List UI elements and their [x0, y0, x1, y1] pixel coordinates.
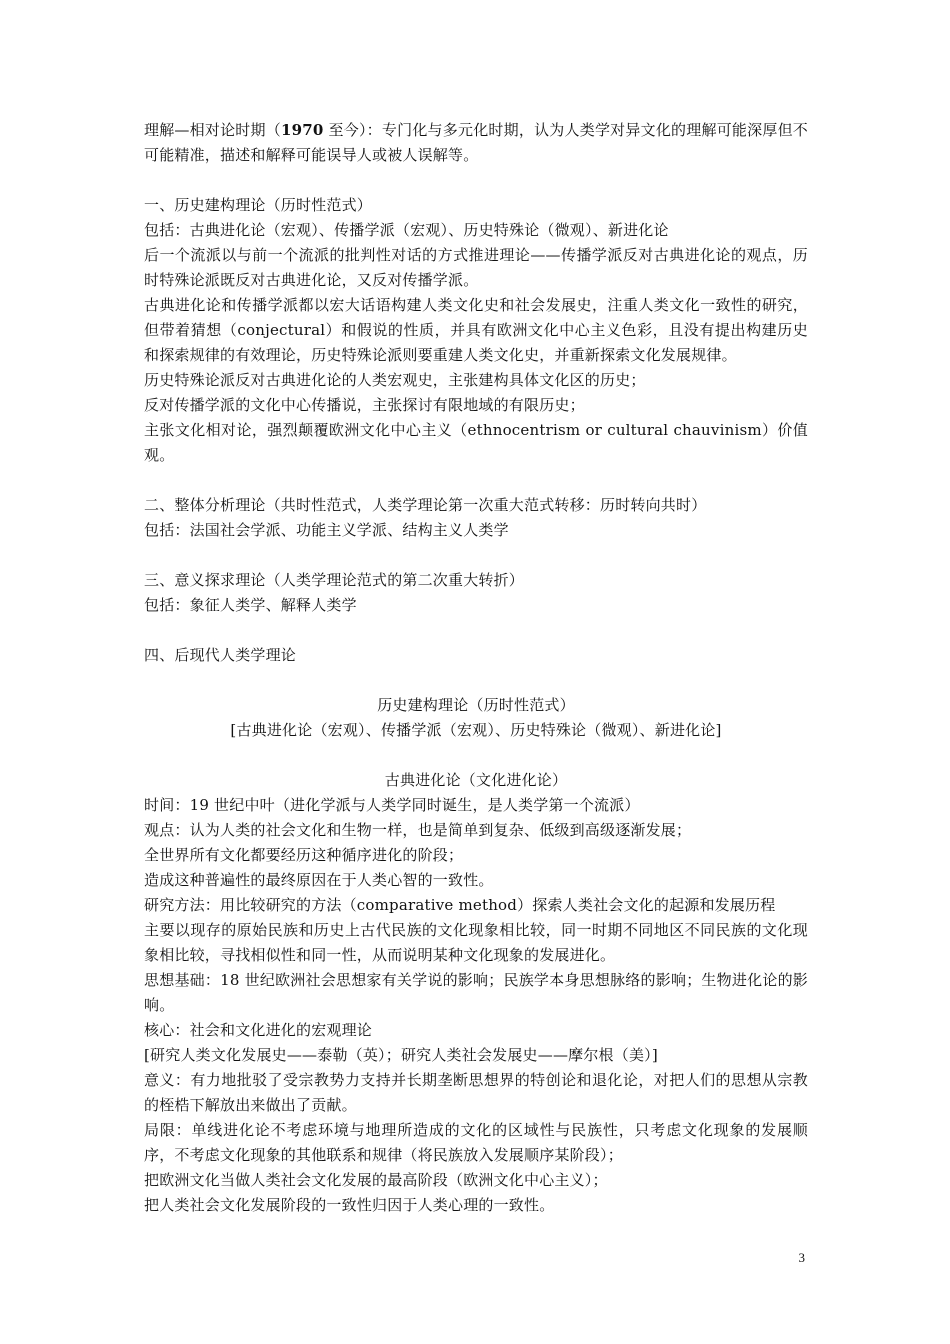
- evolution-method-2: 主要以现存的原始民族和历史上古代民族的文化现象相比较，同一时期不同地区不同民族的文化现象相比较，寻找相似性和同一性，从而说明某种文化现象的发展进化。: [144, 921, 808, 964]
- evolution-limit-3: 把人类社会文化发展阶段的一致性归因于人类心理的一致性。: [144, 1196, 555, 1214]
- section1-paragraph-4: 反对传播学派的文化中心传播说，主张探讨有限地域的有限历史；: [144, 396, 585, 414]
- evolution-limit-1: 局限：单线进化论不考虑环境与地理所造成的文化的区域性与民族性，只考虑文化现象的发展顺序，不考虑文化现象的其他联系和规律（将民族放入发展顺序某阶段）；: [144, 1121, 808, 1164]
- intro-suffix: 至今）：专门化与多元化时期，认为人类学对异文化的理解可能深厚但不可能精准，描述和解释可能误导人或被人误解等。: [144, 121, 808, 164]
- section1-include: 包括：古典进化论（宏观）、传播学派（宏观）、历史特殊论（微观）、新进化论: [144, 221, 669, 239]
- section2-heading: 二、整体分析理论（共时性范式，人类学理论第一次重大范式转移：历时转向共时）: [144, 496, 707, 514]
- section3-include: 包括：象征人类学、解释人类学: [144, 596, 357, 614]
- section1-heading: 一、历史建构理论（历时性范式）: [144, 196, 373, 214]
- intro-paragraph: [144, 118, 808, 168]
- evolution-title: 古典进化论（文化进化论）: [384, 771, 568, 789]
- spacer: [144, 468, 808, 493]
- section1-paragraph-5: 主张文化相对论，强烈颠覆欧洲文化中心主义（ethnocentrism or cultural chauvinism）价值观。: [144, 421, 808, 464]
- section1-paragraph-2: 古典进化论和传播学派都以宏大话语构建人类文化史和社会发展史，注重人类文化一致性的研究，但带着猜想（conjectural）和假说的性质，并具有欧洲文化中心主义色彩，且没有提出构建历史和探索规律的有效理论，历史特殊论派则要重建人类文化史，并重新探索文化发展规律。: [144, 296, 808, 364]
- evolution-view-2: 全世界所有文化都要经历这种循序进化的阶段；: [144, 846, 464, 864]
- evolution-time: 时间：19 世纪中叶（进化学派与人类学同时诞生，是人类学第一个流派）: [144, 796, 640, 814]
- section1-paragraph-1: 后一个流派以与前一个流派的批判性对话的方式推进理论——传播学派反对古典进化论的观点，历时特殊论派既反对古典进化论，又反对传播学派。: [144, 246, 808, 289]
- center-title: 历史建构理论（历时性范式）: [377, 696, 575, 714]
- intro-year: 1970: [280, 121, 324, 139]
- spacer: [144, 668, 808, 693]
- intro-prefix: 理解—相对论时期（: [144, 121, 281, 139]
- section1-paragraph-3: 历史特殊论派反对古典进化论的人类宏观史，主张建构具体文化区的历史；: [144, 371, 646, 389]
- evolution-core-note: [研究人类文化发展史——泰勒（英）；研究人类社会发展史——摩尔根（美）]: [144, 1046, 658, 1064]
- evolution-view-3: 造成这种普遍性的最终原因在于人类心智的一致性。: [144, 871, 494, 889]
- spacer: [144, 743, 808, 768]
- spacer: [144, 168, 808, 193]
- page-content: [144, 118, 808, 1218]
- evolution-method-1: 研究方法：用比较研究的方法（comparative method）探索人类社会文化的起源和发展历程: [144, 896, 776, 914]
- evolution-core: 核心：社会和文化进化的宏观理论: [144, 1021, 373, 1039]
- evolution-view-1: 观点：认为人类的社会文化和生物一样，也是简单到复杂、低级到高级逐渐发展；: [144, 821, 692, 839]
- page-number: 3: [798, 1250, 805, 1265]
- spacer: [144, 543, 808, 568]
- spacer: [144, 618, 808, 643]
- section4-heading: 四、后现代人类学理论: [144, 646, 297, 664]
- evolution-limit-2: 把欧洲文化当做人类社会文化发展的最高阶段（欧洲文化中心主义）；: [144, 1171, 608, 1189]
- evolution-meaning: 意义：有力地批驳了受宗教势力支持并长期垄断思想界的特创论和退化论，对把人们的思想从宗教的桎梏下解放出来做出了贡献。: [144, 1071, 808, 1114]
- section2-include: 包括：法国社会学派、功能主义学派、结构主义人类学: [144, 521, 509, 539]
- center-subtitle: [古典进化论（宏观）、传播学派（宏观）、历史特殊论（微观）、新进化论]: [230, 721, 722, 739]
- evolution-basis: 思想基础：18 世纪欧洲社会思想家有关学说的影响；民族学本身思想脉络的影响；生物进化论的影响。: [144, 971, 808, 1014]
- section3-heading: 三、意义探求理论（人类学理论范式的第二次重大转折）: [144, 571, 525, 589]
